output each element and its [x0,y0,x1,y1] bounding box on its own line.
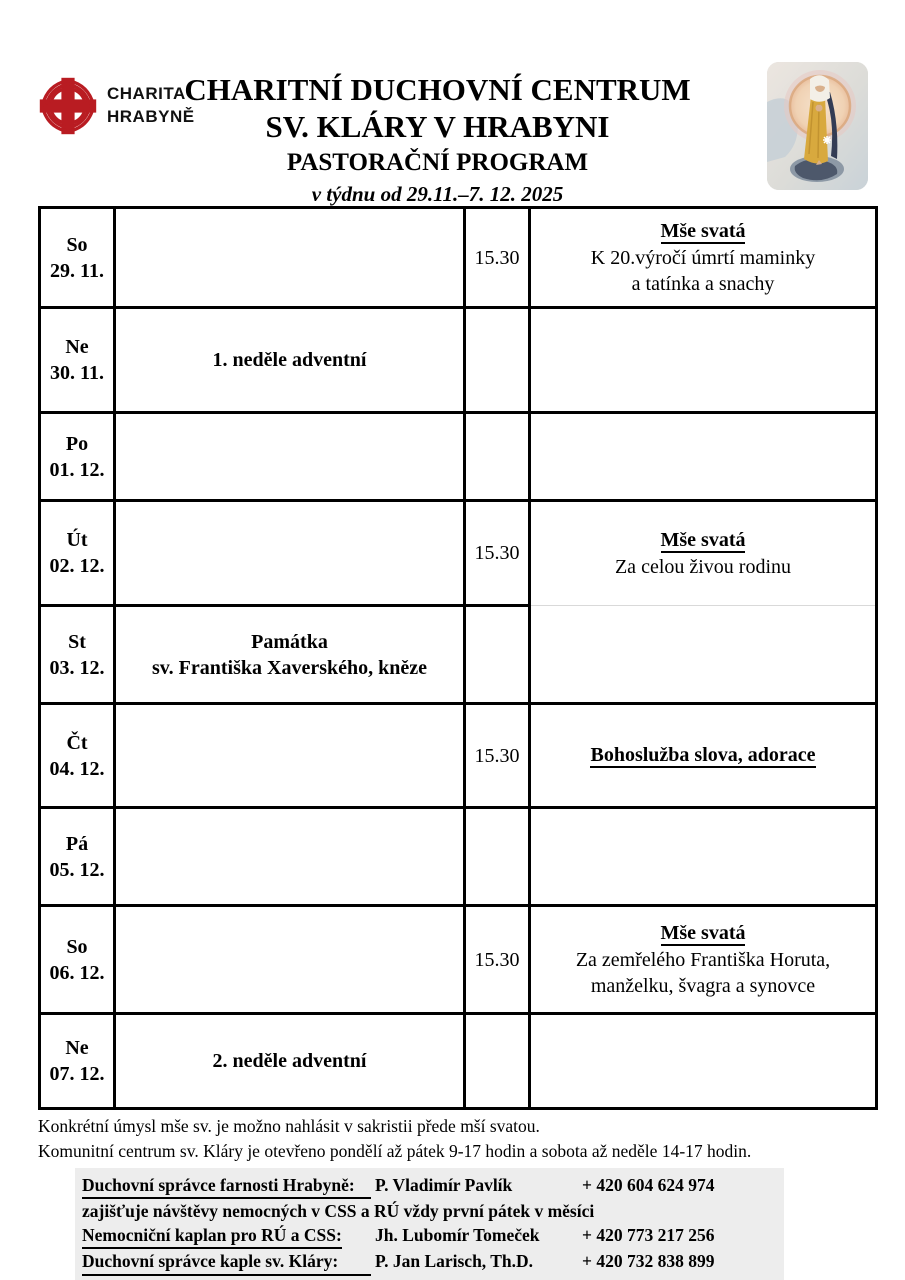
contact-row [82,1223,784,1249]
event-cell [115,704,465,808]
contact-row [82,1249,784,1275]
time-cell [465,606,530,704]
description-cell [530,606,877,704]
description-title [537,920,869,946]
description-line: manželku, švagra a synovce [590,975,816,997]
charita-logo [38,76,195,136]
contact-row [82,1199,784,1223]
date-label: 30. 11. [50,362,104,384]
time-cell [465,208,530,308]
schedule-row [40,1014,877,1109]
note-line-1: Konkrétní úmysl mše sv. je možno nahlásit v sakristii přede mší svatou. [38,1116,540,1136]
contact-label: Duchovní správce kaple sv. Kláry: [82,1249,371,1275]
time-value: 15.30 [474,542,520,564]
description-cell [530,906,877,1014]
contact-phone: + 420 773 217 256 [582,1225,715,1246]
day-cell [40,208,115,308]
date-label: 07. 12. [49,1063,105,1085]
contact-phone: + 420 732 838 899 [582,1251,715,1272]
schedule-row [40,808,877,906]
description-cell [530,808,877,906]
contact-name: P. Jan Larisch, Th.D. [375,1251,534,1272]
description-title-text: Bohoslužba slova, adorace [590,744,816,766]
event-line: 2. neděle adventní [212,1050,367,1072]
description-title [537,527,869,553]
time-cell [465,808,530,906]
schedule-table [38,206,878,1110]
contact-label: Duchovní správce farnosti Hrabyně: [82,1173,371,1199]
day-label: So [66,935,88,958]
time-cell [465,501,530,606]
event-line: Památka [251,630,328,653]
event-cell [115,208,465,308]
event-cell [115,1014,465,1109]
description-cell [530,704,877,808]
day-label: Ne [65,336,89,358]
day-label: Út [66,529,88,551]
day-cell [40,704,115,808]
event-cell [115,308,465,413]
date-label: 03. 12. [49,656,105,679]
date-label: 04. 12. [49,757,105,780]
day-label: Po [65,432,89,455]
time-cell [465,906,530,1014]
page-title-line-2: SV. KLÁRY V HRABYNI [265,108,610,144]
schedule-row [40,308,877,413]
org-name-line-2: HRABYNĚ [107,107,195,126]
date-label: 05. 12. [49,858,105,881]
event-cell [115,413,465,501]
description-title-text: Mše svatá [660,922,746,944]
schedule-row [40,413,877,501]
day-label: Pá [65,832,89,855]
note-line-2: Komunitní centrum sv. Kláry je otevřeno pondělí až pátek 9-17 hodin a sobota až neděle 14-17 hodin. [38,1140,752,1161]
description-title [537,742,869,768]
time-cell [465,704,530,808]
schedule-table-body [40,208,877,1109]
contact-label-cell [82,1173,375,1199]
page-subtitle: PASTORAČNÍ PROGRAM [286,149,589,177]
day-label: Čt [66,731,88,754]
event-line: 1. neděle adventní [212,349,367,371]
day-label: St [68,630,86,653]
contacts-block [75,1168,784,1280]
description-cell [530,1014,877,1109]
day-cell [40,906,115,1014]
contact-note: zajišťuje návštěvy nemocných v CSS a RÚ vždy první pátek v měsíci [82,1201,595,1222]
contact-label: Nemocniční kaplan pro RÚ a CSS: [82,1223,342,1249]
time-value: 15.30 [474,744,520,767]
description-line: Za zemřelého Františka Horuta, [575,949,831,971]
contact-label-cell [82,1223,375,1249]
day-cell [40,808,115,906]
week-range: v týdnu od 29.11.–7. 12. 2025 [311,182,564,207]
date-label: 01. 12. [49,458,105,481]
description-cell [530,501,877,606]
contact-name: Jh. Lubomír Tomeček [375,1225,540,1246]
contact-label-cell [82,1249,375,1275]
date-label: 06. 12. [49,961,105,984]
day-label: Ne [65,1037,89,1059]
event-line: sv. Františka Xaverského, kněze [152,656,427,679]
schedule-row [40,208,877,308]
schedule-row [40,704,877,808]
description-line: a tatínka a snachy [631,273,775,295]
description-cell [530,413,877,501]
time-cell [465,413,530,501]
schedule-row [40,501,877,606]
event-cell [115,501,465,606]
time-cell [465,308,530,413]
description-line: Za celou živou rodinu [614,556,792,578]
date-label: 02. 12. [49,555,105,577]
day-cell [40,413,115,501]
description-cell [530,308,877,413]
day-cell [40,501,115,606]
description-title [537,218,869,244]
date-label: 29. 11. [50,259,104,282]
schedule-row [40,906,877,1014]
contact-row [82,1173,784,1199]
schedule-row [40,606,877,704]
contact-name: P. Vladimír Pavlík [375,1175,513,1195]
time-value: 15.30 [474,246,520,269]
caritas-cross-icon [38,76,98,136]
day-label: So [66,233,88,256]
day-cell [40,606,115,704]
event-cell [115,906,465,1014]
time-value: 15.30 [474,948,520,971]
day-cell [40,1014,115,1109]
description-title-text: Mše svatá [660,220,746,242]
contact-phone: + 420 604 624 974 [582,1175,715,1195]
event-cell [115,606,465,704]
description-title-text: Mše svatá [660,529,746,551]
document-header [180,72,695,207]
page-title-line-1: CHARITNÍ DUCHOVNÍ CENTRUM [184,72,691,107]
time-cell [465,1014,530,1109]
saint-clare-image [767,62,868,190]
day-cell [40,308,115,413]
notes [38,1114,868,1164]
description-cell [530,208,877,308]
event-cell [115,808,465,906]
description-line: K 20.výročí úmrtí maminky [590,247,816,269]
org-name-line-1: CHARITA [107,84,186,104]
